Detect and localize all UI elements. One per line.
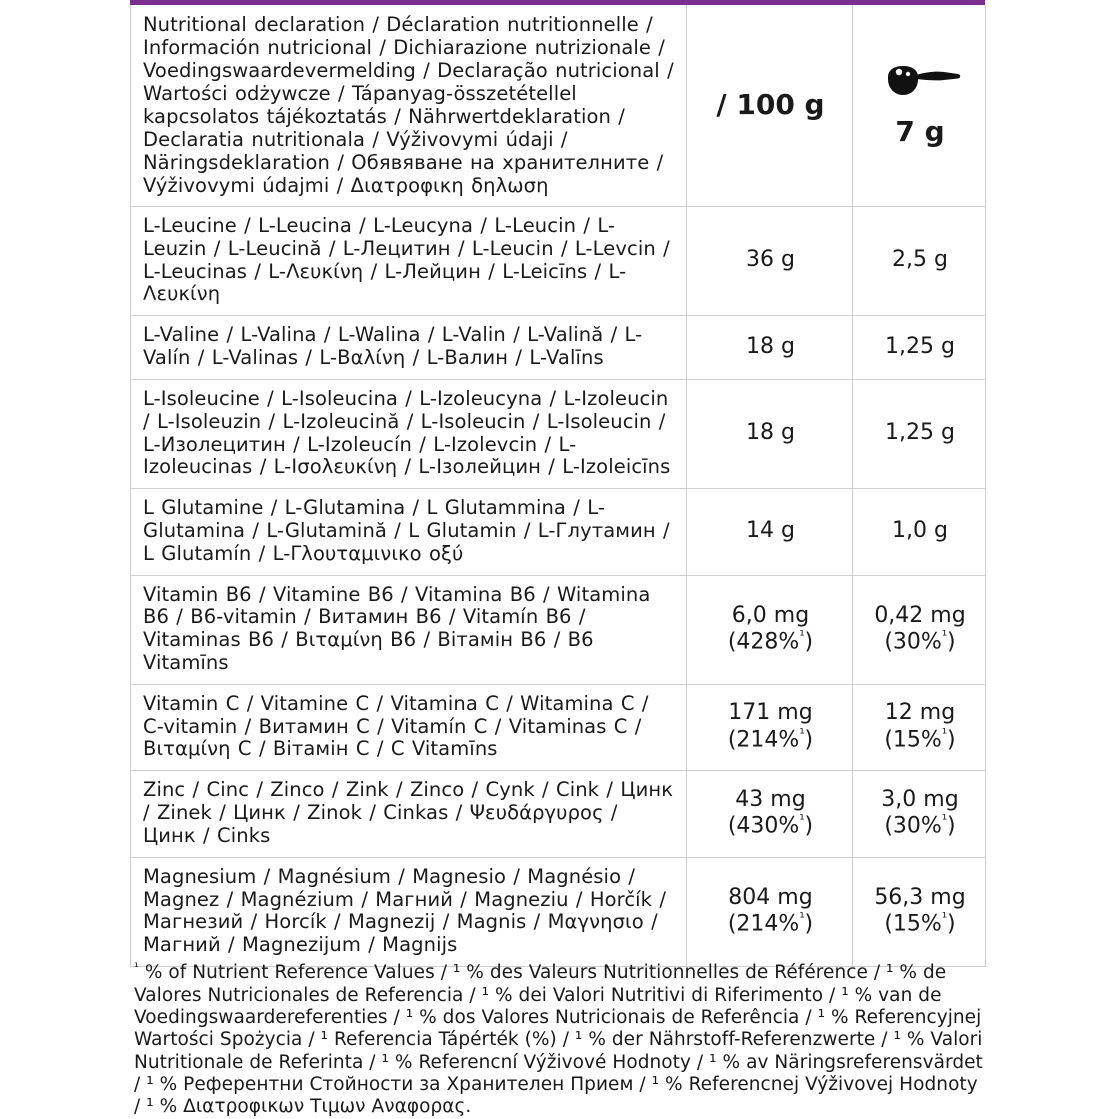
nrv-paren-close: ) [804, 813, 814, 839]
nrv-percent: (430% [727, 813, 800, 839]
nrv-footnote-marker: ¹ [941, 726, 948, 742]
nutrient-name: Vitamin B6 / Vitamine B6 / Vitamina B6 / Witamina B6 / B6-vitamin / Витамин B6 / Vitamín B6 / Vitaminas B6 / Βιταμίνη B6 / Вітамін B6 / B6 Vitamīns [131, 575, 687, 684]
nutrient-value-per-serving [853, 771, 986, 857]
serving-size-label: 7 g [895, 115, 945, 149]
nutrient-name: L Glutamine / L-Glutamina / L Glutammina / L-Glutamina / L-Glutamină / L Glutamin / L-Глутамин / L Glutamín / L-Γλουταμινικο οξύ [131, 489, 687, 575]
table-row [131, 316, 986, 380]
nrv-footnote-marker: ¹ [799, 726, 805, 742]
nrv-percent: (30% [884, 813, 942, 839]
nutrient-nrv [699, 911, 842, 938]
table-row [131, 575, 986, 684]
nrv-paren-close: ) [947, 629, 956, 655]
nutrition-table [130, 5, 986, 967]
nutrient-nrv [865, 911, 975, 938]
table-row [131, 379, 986, 488]
nrv-percent: (15% [884, 911, 942, 937]
nrv-percent: (428% [727, 629, 800, 655]
nrv-paren-close: ) [947, 911, 956, 937]
nrv-footnote-marker: ¹ [941, 813, 948, 829]
nutrient-value-per-serving: 1,25 g [853, 379, 986, 488]
nrv-paren-close: ) [804, 727, 814, 753]
nutrient-amount: 6,0 mg [731, 602, 810, 628]
nrv-paren-close: ) [804, 629, 814, 655]
nutrient-value-per-serving: 2,5 g [853, 207, 986, 316]
nutrient-value-per-serving [853, 857, 986, 966]
nutrient-value-per-serving [853, 575, 986, 684]
nutrient-value-per-100g [687, 575, 853, 684]
nutrient-amount: 56,3 mg [874, 884, 966, 910]
nrv-footnote-marker: ¹ [799, 813, 805, 829]
nutrient-amount: 0,42 mg [874, 602, 966, 628]
nutrient-amount: 3,0 mg [881, 786, 959, 812]
nrv-footnote [134, 960, 986, 1119]
nutrient-value-per-serving: 1,0 g [853, 489, 986, 575]
nutrient-value-per-serving: 1,25 g [853, 316, 986, 380]
nrv-footnote-marker: ¹ [799, 911, 805, 927]
nrv-percent: (214% [727, 911, 800, 937]
nrv-percent: (214% [727, 727, 800, 753]
nutrient-nrv [865, 727, 975, 754]
nutrient-nrv [865, 813, 975, 840]
nutrient-amount: 171 mg [728, 700, 813, 726]
footnote-text: % of Nutrient Reference Values / ¹ % des Valeurs Nutritionnelles de Référence / ¹ % de Valores Nutricionales de Referencia / ¹ % dei Valori Nutritivi di Riferimento / ¹ % van de Voedingswaardereferenties / ¹ % dos Valores Nutricionais de Referência / ¹ % Referencyjnej Wartości Spożycia / ¹ Referencia Tápérték (%) / ¹ % der Nährstoff-Referenzwerte / ¹ % Valori Nutritionale de Referinta / ¹ % Referencní Výživové Hodnoty / ¹ % av Näringsreferensvärdet / ¹ % Референтни Стойности за Хранителен Прием / ¹ % Referencnej Výživovej Hodnoty / ¹ % Διατροφικων Τιμων Αναφορας. [134, 962, 983, 1118]
column-header-per-100g: / 100 g [687, 5, 853, 207]
table-row [131, 771, 986, 857]
nutrient-name: L-Valine / L-Valina / L-Walina / L-Valin / L-Valină / L-Valín / L-Valinas / L-Βαλίνη / L-Валин / L-Valīns [131, 316, 687, 380]
nutrient-value-per-100g: 18 g [687, 379, 853, 488]
nrv-paren-close: ) [947, 727, 956, 753]
nutrient-nrv [699, 727, 842, 754]
nutrient-nrv [865, 629, 975, 656]
table-header-row [131, 5, 986, 207]
footnote-marker: ¹ [134, 960, 139, 974]
nutrient-value-per-100g: 36 g [687, 207, 853, 316]
column-header-per-serving [853, 5, 986, 207]
nrv-paren-close: ) [804, 911, 814, 937]
nutrient-value-per-100g: 18 g [687, 316, 853, 380]
nutrient-nrv [699, 813, 842, 840]
table-row [131, 489, 986, 575]
nrv-footnote-marker: ¹ [799, 629, 805, 645]
nutrient-name: L-Isoleucine / L-Isoleucina / L-Izoleucyna / L-Izoleucin / L-Isoleuzin / L-Izoleucină / L-Isoleucin / L-Isoleucin / L-Изолецитин / L-Izoleucín / L-Izolevcin / L-Izoleucinas / L-Ισολευκίνη / L-Ізолейцин / L-Izoleicīns [131, 379, 687, 488]
table-row [131, 684, 986, 770]
nutrient-name: L-Leucine / L-Leucina / L-Leucyna / L-Leucin / L-Leuzin / L-Leucină / L-Лецитин / L-Leucin / L-Levcin / L-Leucinas / L-Λευκίνη / L-Лейцин / L-Leicīns / L-Λευκίνη [131, 207, 687, 316]
nutrient-value-per-100g [687, 771, 853, 857]
table-row [131, 857, 986, 966]
nrv-footnote-marker: ¹ [941, 911, 948, 927]
nrv-percent: (15% [884, 727, 942, 753]
table-row [131, 207, 986, 316]
nrv-footnote-marker: ¹ [941, 629, 948, 645]
nutritional-declaration-label: Nutritional declaration / Déclaration nutritionnelle / Información nutricional / Dichiarazione nutrizionale / Voedingswaardevermelding / Declaração nutricional / Wartości odżywcze / Tápanyag-összetétellel kapcsolatos tájékoztatás / Nährwertdeklaration / Declaratia nutritionala / Výživovymi údaji / Näringsdeklaration / Обявяване на хранителните / Výživovymi údajmi / Διατροφικη δηλωση [131, 5, 687, 207]
nutrient-value-per-100g [687, 857, 853, 966]
nutrient-nrv [699, 629, 842, 656]
nutrient-name: Magnesium / Magnésium / Magnesio / Magnésio / Magnez / Magnézium / Магний / Magneziu / Horčík / Магнезий / Horcík / Magnezij / Magnis / Μαγνησιο / Магний / Magnezijum / Magnijs [131, 857, 687, 966]
scoop-icon [865, 61, 975, 111]
nutrient-name: Vitamin C / Vitamine C / Vitamina C / Witamina C / C-vitamin / Витамин C / Vitamín C / Vitaminas C / Βιταμίνη C / Вітамін C / C Vitamīns [131, 684, 687, 770]
nutrient-amount: 43 mg [735, 786, 806, 812]
nutrition-table-wrapper [130, 5, 985, 967]
nutrient-value-per-100g [687, 684, 853, 770]
nutrient-name: Zinc / Cinc / Zinco / Zink / Zinco / Cynk / Cink / Цинк / Zinek / Цинк / Zinok / Cinkas / Ψευδάργυρος / Цинк / Cinks [131, 771, 687, 857]
nutrient-value-per-serving [853, 684, 986, 770]
nrv-percent: (30% [884, 629, 942, 655]
nutrient-amount: 12 mg [884, 700, 956, 726]
nrv-paren-close: ) [947, 813, 956, 839]
nutrient-amount: 804 mg [728, 884, 813, 910]
nutrient-value-per-100g: 14 g [687, 489, 853, 575]
